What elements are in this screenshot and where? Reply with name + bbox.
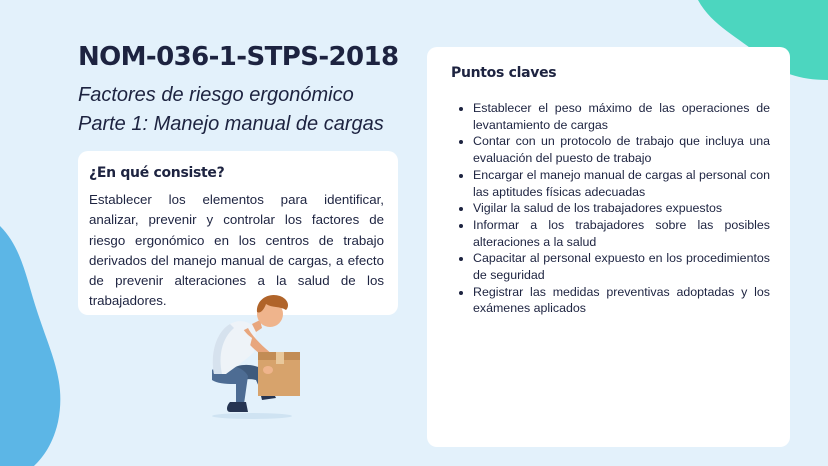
key-point-item: • Contar con un protocolo de trabajo que incluya una evaluación del puesto de trabajo <box>473 133 770 166</box>
key-point-item: • Vigilar la salud de los trabajadores expuestos <box>473 200 770 217</box>
key-points-heading: Puntos claves <box>451 65 557 81</box>
what-is-it-description: Establecer los elementos para identificar, analizar, prevenir y controlar los factores de riesgo ergonómico en los centros de trabajo derivados del manejo manual de cargas, a efecto de prevenir alteraciones a la salud de los trabajadores. <box>89 192 384 309</box>
key-point-item: • Establecer el peso máximo de las operaciones de levantamiento de cargas <box>473 100 770 133</box>
what-is-it-heading: ¿En qué consiste? <box>89 165 225 181</box>
subtitle-risk-factors: Factores de riesgo ergonómico <box>78 84 354 106</box>
key-points-card <box>427 47 790 447</box>
key-point-item: • Capacitar al personal expuesto en los procedimientos de seguridad <box>473 250 770 283</box>
key-point-item: • Registrar las medidas preventivas adoptadas y los exámenes aplicados <box>473 284 770 317</box>
key-point-item: • Encargar el manejo manual de cargas al personal con las aptitudes físicas adecuadas <box>473 167 770 200</box>
worker-lifting-box-illustration <box>200 288 305 420</box>
page-title: NOM-036-1-STPS-2018 <box>78 42 399 72</box>
key-point-item: • Informar a los trabajadores sobre las posibles alteraciones a la salud <box>473 217 770 250</box>
decorative-blob-bottom-left <box>0 226 70 466</box>
key-points-list <box>451 100 770 317</box>
subtitle-part-1: Parte 1: Manejo manual de cargas <box>78 113 384 135</box>
